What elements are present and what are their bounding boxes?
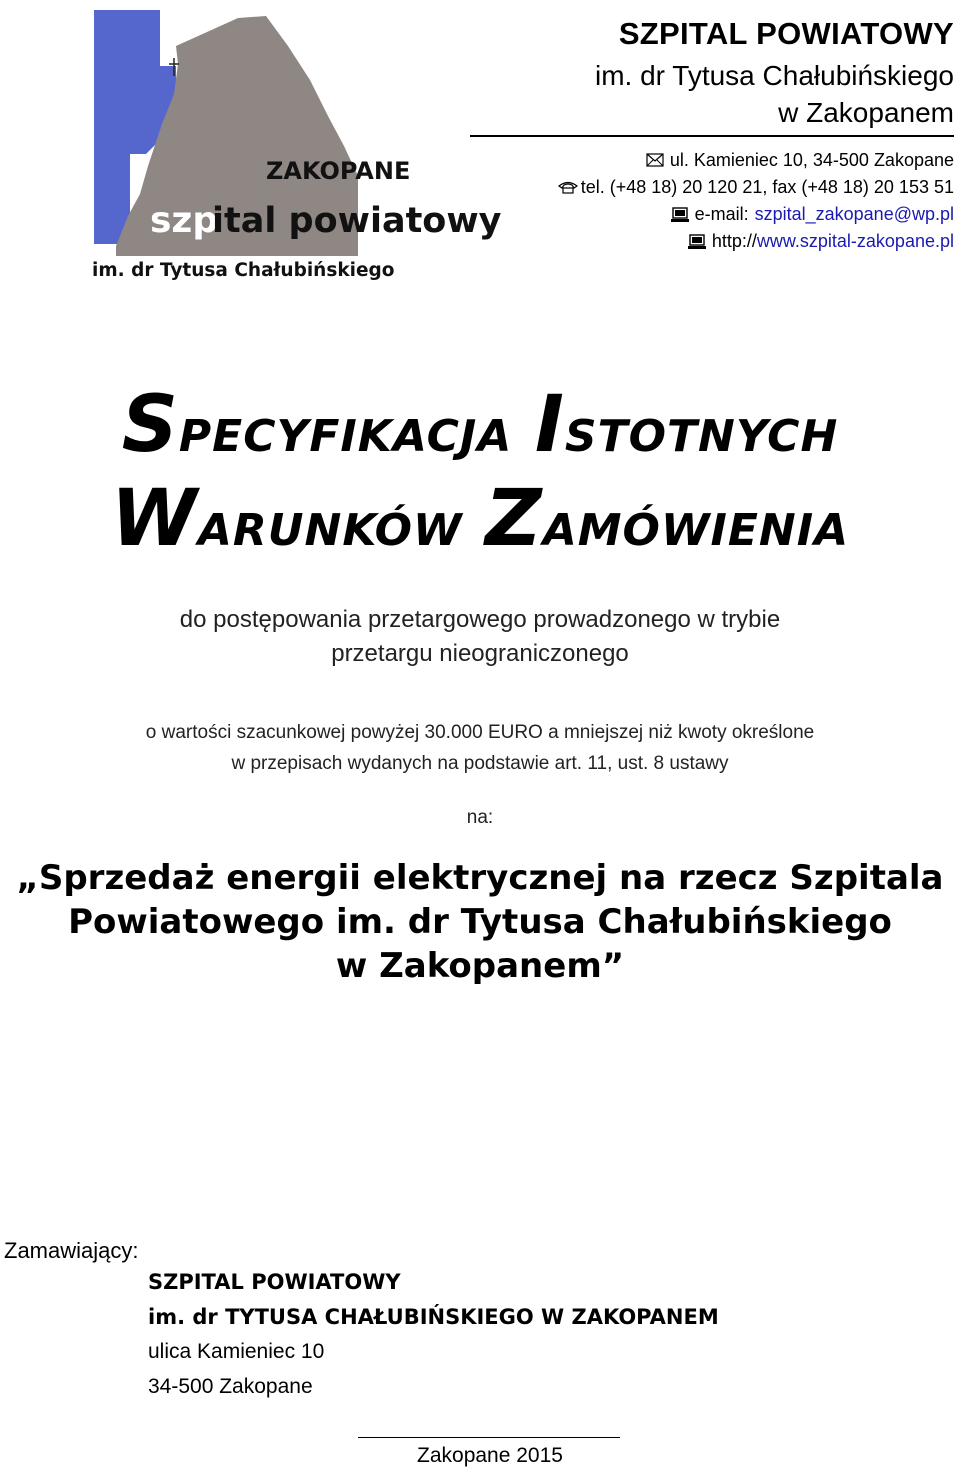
subject-line1: „Sprzedaż energii elektrycznej na rzecz Szpitala xyxy=(16,858,944,898)
logo-word-patron: im. dr Tytusa Chałubińskiego xyxy=(92,260,395,281)
contact-address-text: ul. Kamieniec 10, 34-500 Zakopane xyxy=(669,150,954,170)
title-word1-rest: PECYFIKACJA xyxy=(178,411,513,462)
title-word3-initial: W xyxy=(110,474,198,564)
contact-email-label: e-mail: xyxy=(694,204,749,224)
title-word4-rest: AMÓWIENIA xyxy=(542,505,850,556)
header-title: SZPITAL POWIATOWY xyxy=(618,16,954,51)
computer-icon xyxy=(688,234,706,250)
title-word2-initial: I xyxy=(534,380,565,470)
procedure-line1: do postępowania przetargowego prowadzonego w trybie xyxy=(179,606,781,633)
contact-email xyxy=(671,204,954,225)
contracting-party-street: ulica Kamieniec 10 xyxy=(148,1340,325,1363)
contracting-party-label: Zamawiający: xyxy=(4,1238,139,1263)
document-title-line2 xyxy=(0,474,960,564)
envelope-icon xyxy=(646,153,664,169)
contracting-party-patron: im. dr TYTUSA CHAŁUBIŃSKIEGO W ZAKOPANEM xyxy=(148,1305,719,1329)
title-word1-initial: S xyxy=(121,380,179,470)
value-line1: o wartości szacunkowej powyżej 30.000 EURO a mniejszej niż kwoty określone xyxy=(145,722,815,743)
header-divider xyxy=(470,135,954,137)
document-title-line1 xyxy=(0,380,960,470)
hospital-logo xyxy=(88,6,502,286)
contact-website xyxy=(688,231,954,252)
contact-phone-text: tel. (+48 18) 20 120 21, fax (+48 18) 20 153 51 xyxy=(580,177,954,197)
title-word4-initial: Z xyxy=(485,474,543,564)
contracting-party-city: 34-500 Zakopane xyxy=(148,1375,313,1398)
subject-intro: na: xyxy=(466,807,494,828)
subject-line2: Powiatowego im. dr Tytusa Chałubińskiego xyxy=(68,902,892,942)
footer-place-date: Zakopane 2015 xyxy=(417,1444,563,1467)
title-word2-rest: STOTNYCH xyxy=(564,411,839,462)
logo-word-ital: ital powiatowy xyxy=(212,201,502,241)
subject-line3: w Zakopanem” xyxy=(335,946,625,986)
header-subtitle-patron: im. dr Tytusa Chałubińskiego xyxy=(595,60,954,91)
contact-phone xyxy=(557,177,954,198)
telephone-icon xyxy=(557,180,575,196)
title-word3-rest: ARUNKÓW xyxy=(197,505,463,556)
contact-website-link[interactable]: www.szpital-zakopane.pl xyxy=(756,231,954,251)
contracting-party-name: SZPITAL POWIATOWY xyxy=(148,1270,401,1294)
contact-website-prefix: http:// xyxy=(711,231,757,251)
logo-word-szp: szp xyxy=(150,200,219,241)
computer-icon xyxy=(671,207,689,223)
logo-word-zakopane: ZAKOPANE xyxy=(266,157,411,185)
contact-address xyxy=(646,150,954,171)
value-line2: w przepisach wydanych na podstawie art. 11, ust. 8 ustawy xyxy=(231,753,729,774)
footer-divider xyxy=(358,1437,620,1438)
procedure-line2: przetargu nieograniczonego xyxy=(331,640,629,667)
header-subtitle-city: w Zakopanem xyxy=(778,97,954,128)
contact-email-link[interactable]: szpital_zakopane@wp.pl xyxy=(754,204,954,224)
